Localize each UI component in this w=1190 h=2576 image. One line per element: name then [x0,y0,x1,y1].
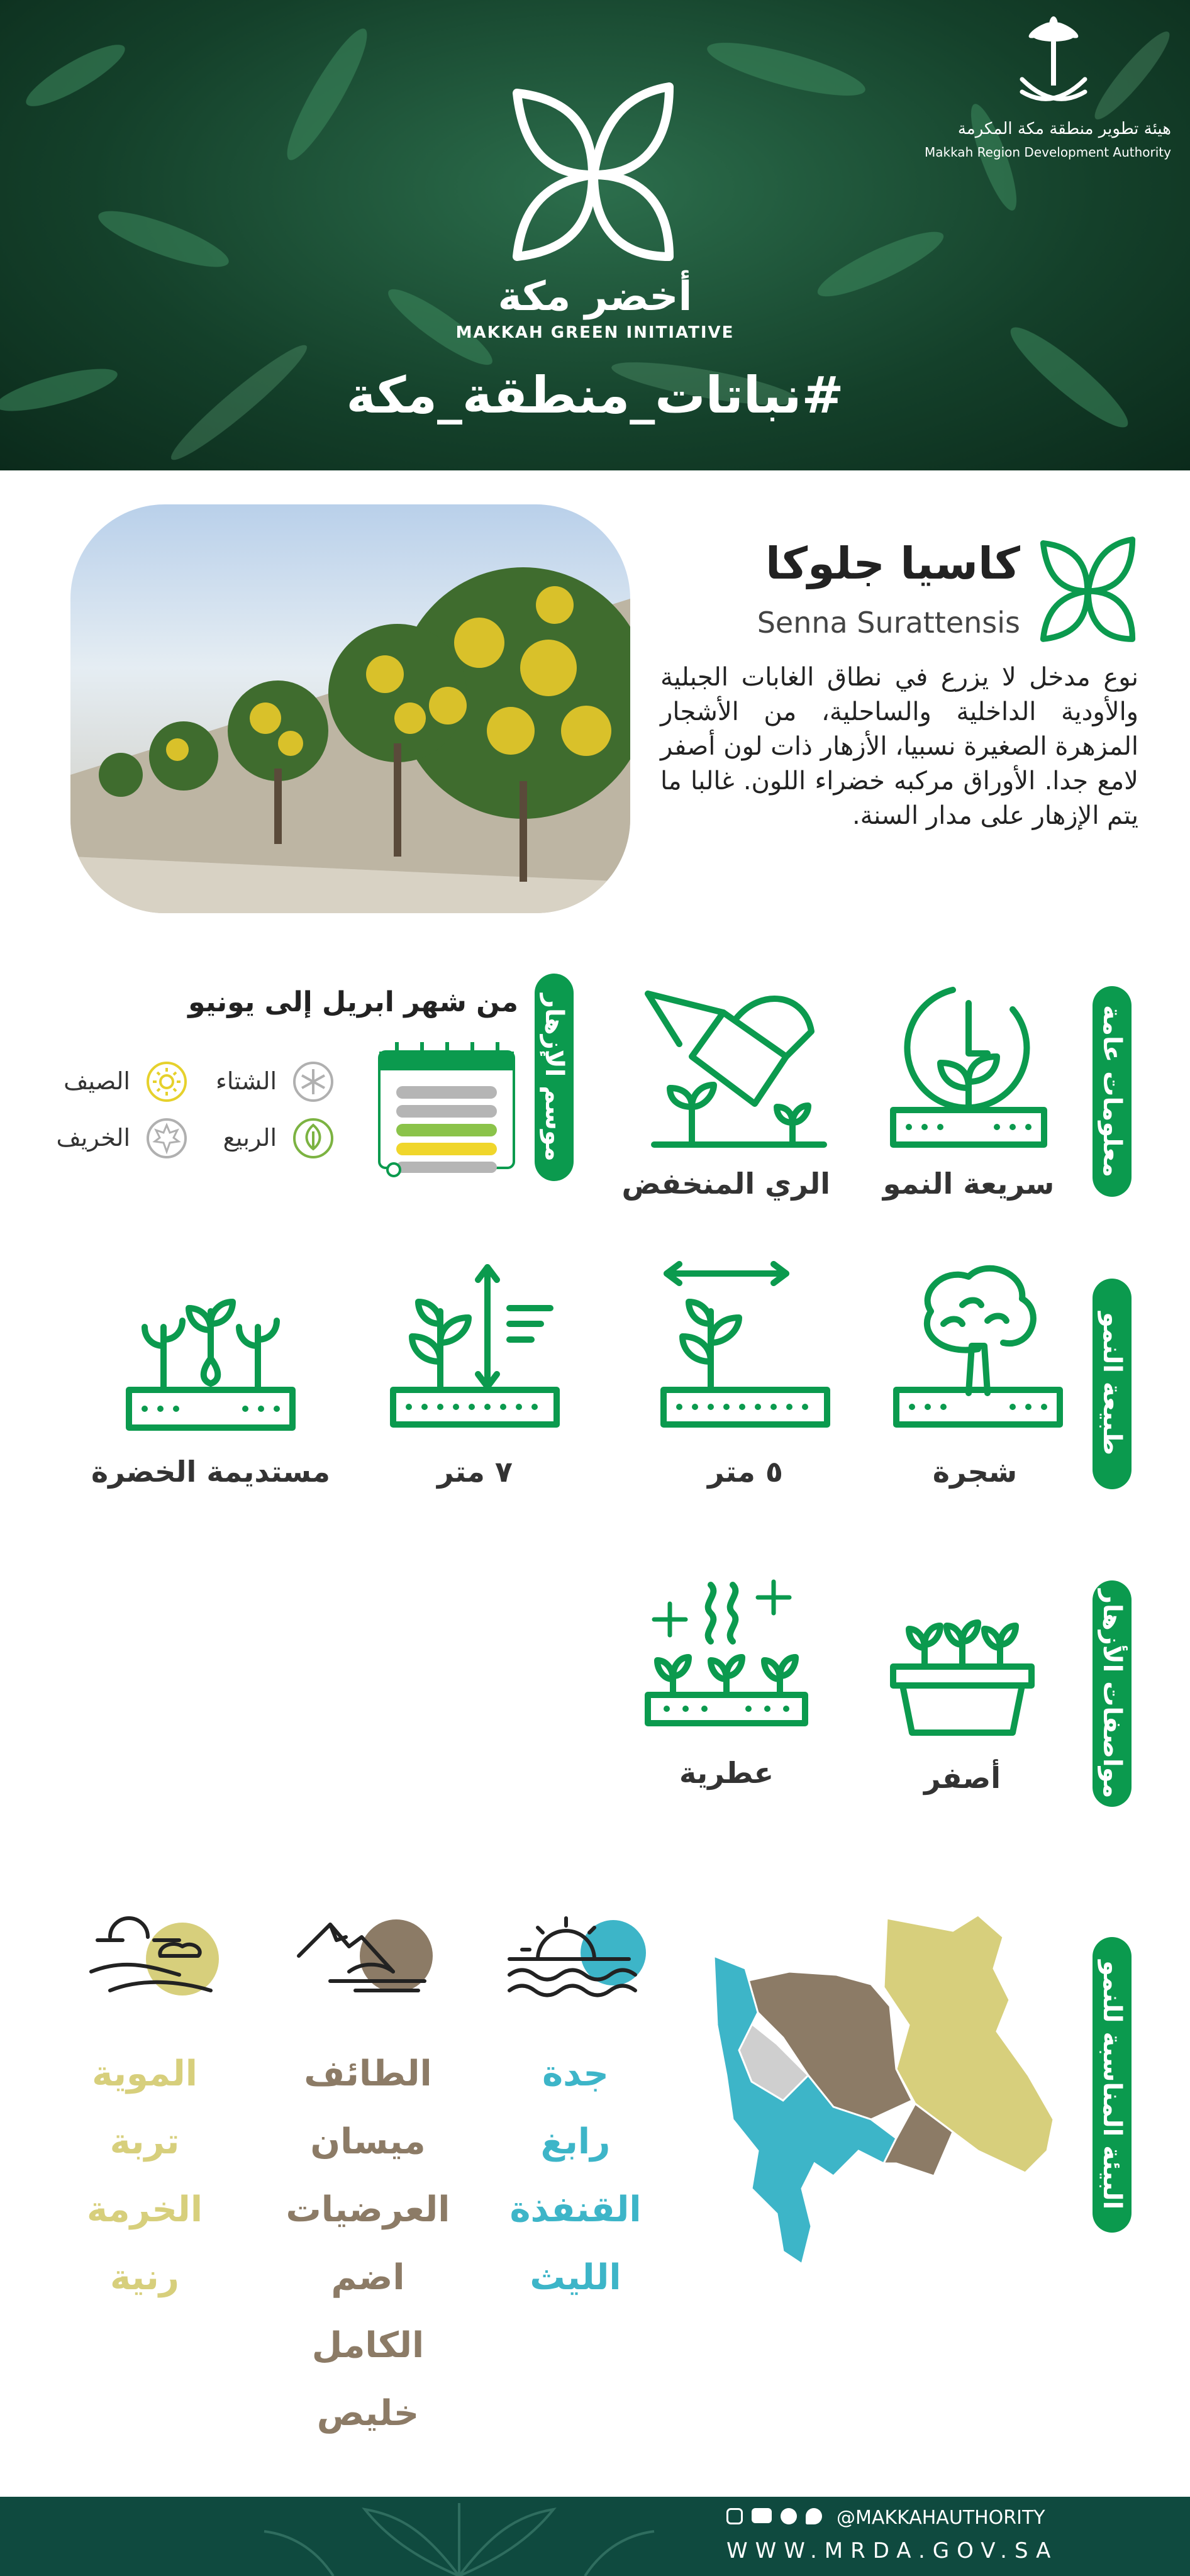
plant-height-icon [390,1261,560,1431]
desert-cities [69,2053,220,2325]
mountain-cities [277,2053,459,2461]
authority-name-arabic: هيئة تطوير منطقة مكة المكرمة [957,119,1171,138]
flower-color-label: أصفر [924,1761,1001,1795]
autumn-label: الخريف [56,1124,130,1152]
green-initiative-logo-icon [511,80,676,263]
plant-height-label: ٧ متر [437,1455,513,1489]
website-link[interactable]: WWW.MRDA.GOV.SA [726,2538,1059,2563]
maple-leaf-icon [145,1116,189,1160]
evergreen-plants-icon [126,1277,296,1434]
winter-label: الشتاء [216,1067,277,1095]
fragrance-plants-icon [642,1579,818,1729]
plant-description: نوع مدخل لا يزرع في نطاق الغابات الجبلية والأودية الداخلية والساحلية، من الأشجار المزهرة الصغيرة نسبيا، الأزهار ذات لون أصفر لامع جدا. الأوراق مركبه خضراء اللون. غالبا ما يتم الإزهار على مدار السنة. [660,663,1138,830]
growth-rate-label: سريعة النمو [882,1167,1055,1201]
desert-city: الموية [92,2053,197,2094]
instagram-icon[interactable] [726,2508,743,2524]
plant-width-label: ٥ متر [708,1455,783,1489]
mountain-city: خليص [316,2393,420,2434]
coastal-city: رابغ [540,2121,611,2162]
plant-width-icon [660,1261,830,1431]
section-environment: البيئة المناسبة للنمو [1093,1937,1132,2233]
spring-leaf-icon [291,1116,335,1160]
facebook-icon[interactable] [781,2508,797,2524]
section-flower-specs: مواصفات الأزهار [1093,1580,1132,1807]
youtube-icon[interactable] [752,2508,772,2523]
desert-city: رنية [109,2257,180,2298]
plant-name-arabic: كاسيا جلوكا [765,538,1020,589]
mountain-city: الطائف [304,2053,432,2094]
mountain-city: ميسان [310,2121,426,2162]
coastal-cities [503,2053,648,2325]
authority-name-english: Makkah Region Development Authority [924,145,1171,160]
makkah-region-map [708,1912,1060,2277]
mountain-city: العرضيات [286,2189,450,2230]
desert-city: تربة [109,2121,180,2162]
coastal-city: جدة [542,2053,609,2094]
sun-icon [145,1060,189,1104]
growth-type-label: شجرة [932,1455,1018,1489]
flower-scent-label: عطرية [679,1756,774,1790]
section-flowering-season: موسم الإزهار [535,974,574,1181]
mountain-city: الكامل [311,2325,425,2366]
calendar-icon [376,1039,517,1177]
irrigation-label: الري المنخفض [621,1167,830,1201]
spring-label: الربيع [223,1124,277,1152]
social-handle[interactable]: @MAKKAHAUTHORITY [837,2507,1045,2529]
tree-row-illustration [70,504,630,913]
header-banner [0,0,1190,470]
initiative-name-english: MAKKAH GREEN INITIATIVE [455,323,735,342]
seedling-pot-icon [890,1607,1035,1739]
hashtag-title: #نباتات_منطقة_مكة [346,366,844,425]
social-icons [726,2508,822,2524]
coastal-city: القنفذة [509,2189,642,2230]
plant-latin-name: Senna Surattensis [757,606,1020,640]
footer-leaf-pattern [239,2497,679,2576]
mountain-city: اضم [331,2257,405,2298]
growth-clock-icon [884,981,1054,1151]
snowflake-icon [291,1060,335,1104]
summer-label: الصيف [64,1067,130,1095]
evergreen-label: مستديمة الخضرة [91,1455,330,1489]
season-range: من شهر ابريل إلى يونيو [188,986,518,1018]
plant-photo [70,504,630,913]
coastal-sun-waves-icon [503,1912,648,2000]
section-general-info: معلومات عامة [1093,986,1132,1197]
watering-can-icon [642,981,830,1151]
twitter-icon[interactable] [806,2508,822,2524]
plant-leaf-logo-icon [1039,536,1137,643]
section-growth-nature: طبيعة النمو [1093,1279,1132,1489]
desert-city: الخرمة [86,2189,203,2230]
palm-swords-emblem-icon [1016,16,1091,111]
footer-bar [0,2497,1190,2576]
tree-icon [893,1261,1063,1431]
desert-dunes-icon [85,1912,230,2000]
initiative-name-arabic: أخضر مكة [498,274,692,320]
mountain-icon [292,1912,437,2000]
coastal-city: الليث [530,2257,621,2298]
